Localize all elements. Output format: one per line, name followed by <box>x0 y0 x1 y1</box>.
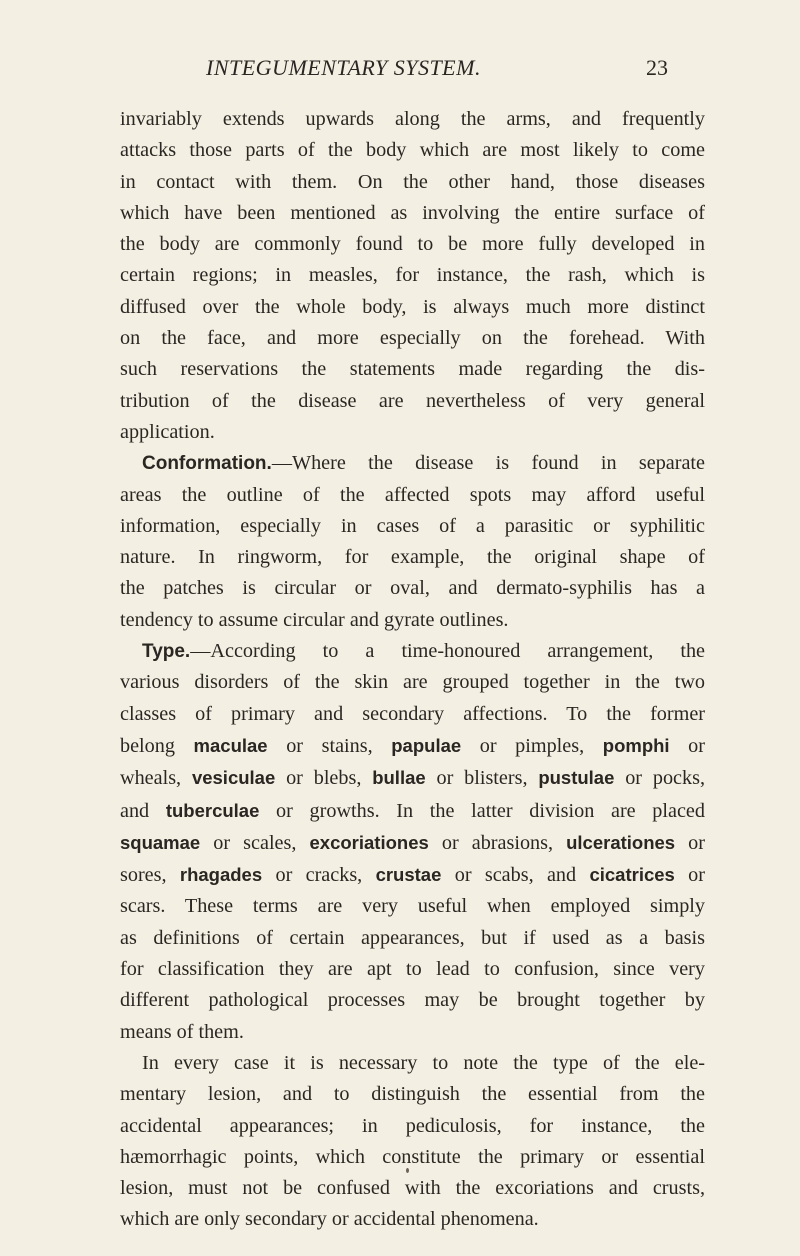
text-line <box>120 985 705 1016</box>
section-heading: Type. <box>142 641 191 663</box>
term: ulcerationes <box>566 831 676 853</box>
text-line <box>120 1048 705 1079</box>
text-run: mentary lesion, and to distinguish the essential from the <box>120 1083 705 1106</box>
text-run: as definitions of certain appearances, but if used as a basis <box>120 926 705 949</box>
text-run: or cracks, <box>262 864 376 887</box>
text-run: the body are commonly found to be more fully developed in <box>120 233 705 256</box>
text-run: wheals, <box>120 767 192 790</box>
text-run: for classification they are apt to lead to confusion, since very <box>120 958 705 981</box>
text-run: or <box>674 864 705 887</box>
text-run: tendency to assume circular and gyrate outlines. <box>120 608 509 631</box>
text-run: —According to a time-honoured arrangement, the <box>190 640 705 663</box>
text-line <box>120 167 705 198</box>
text-line <box>120 511 705 542</box>
text-run: means of them. <box>120 1020 244 1043</box>
text-run: accidental appearances; in pediculosis, for instance, the <box>120 1114 705 1137</box>
text-run: or abrasions, <box>428 831 567 854</box>
text-line <box>120 699 705 730</box>
text-run: or scales, <box>200 831 310 854</box>
text-run: or blisters, <box>425 767 539 790</box>
text-line <box>120 1173 705 1204</box>
text-run: hæmorrhagic points, which constitute the primary or essential <box>120 1145 705 1168</box>
body-text <box>120 104 705 1236</box>
text-run: the patches is circular or oval, and dermato-syphilis has a <box>120 577 705 600</box>
text-run: —Where the disease is found in separate <box>271 452 705 475</box>
text-line <box>120 667 705 698</box>
text-run: in contact with them. On the other hand, those diseases <box>120 170 705 193</box>
text-line <box>120 135 705 166</box>
text-run: or <box>669 734 705 757</box>
term: rhagades <box>179 864 263 886</box>
term: vesiculae <box>191 767 276 789</box>
text-run: or pimples, <box>461 734 603 757</box>
text-run: or blebs, <box>275 767 373 790</box>
term: excoriationes <box>309 831 429 853</box>
text-run: various disorders of the skin are grouped together in the two <box>120 671 705 694</box>
text-run: or stains, <box>267 734 392 757</box>
text-line <box>120 1142 705 1173</box>
running-head-title: INTEGUMENTARY SYSTEM. <box>206 55 481 80</box>
text-line <box>120 891 705 922</box>
text-line <box>120 923 705 954</box>
text-run: scars. These terms are very useful when employed simply <box>120 895 705 918</box>
text-run: or scabs, and <box>441 864 590 887</box>
text-run: application. <box>120 420 215 443</box>
text-run: certain regions; in measles, for instance, the rash, which is <box>120 264 705 287</box>
term: squamae <box>120 831 201 853</box>
text-run: or growths. In the latter division are placed <box>259 799 705 822</box>
term: cicatrices <box>589 864 675 886</box>
text-run: information, especially in cases of a parasitic or syphilitic <box>120 514 705 537</box>
text-line <box>120 386 705 417</box>
text-line <box>120 480 705 511</box>
section-heading: Conformation. <box>142 453 272 475</box>
text-line <box>120 827 705 859</box>
text-line <box>120 762 705 794</box>
ink-speck <box>406 1168 409 1173</box>
text-line <box>120 573 705 604</box>
text-line <box>120 859 705 891</box>
text-line <box>120 104 705 135</box>
text-run: on the face, and more especially on the forehead. With <box>120 327 705 350</box>
term: papulae <box>391 734 462 756</box>
text-run: belong <box>120 734 194 757</box>
text-line <box>120 448 705 479</box>
text-run: classes of primary and secondary affections. To the former <box>120 702 705 725</box>
text-run: diffused over the whole body, is always much more distinct <box>120 295 705 318</box>
text-run: different pathological processes may be brought together by <box>120 989 705 1012</box>
text-run: lesion, must not be confused with the excoriations and crusts, <box>120 1177 705 1200</box>
term: bullae <box>372 767 426 789</box>
text-run: areas the outline of the affected spots may afford useful <box>120 483 705 506</box>
text-line <box>120 323 705 354</box>
text-run: tribution of the disease are nevertheless of very general <box>120 389 705 412</box>
term: tuberculae <box>165 799 260 821</box>
text-line <box>120 260 705 291</box>
text-line <box>120 730 705 762</box>
text-run: and <box>120 799 166 822</box>
text-line <box>120 954 705 985</box>
page-number: 23 <box>646 55 668 80</box>
text-line <box>120 542 705 573</box>
text-run: In every case it is necessary to note the type of the ele- <box>142 1051 705 1074</box>
term: crustae <box>375 864 442 886</box>
term: pustulae <box>538 767 615 789</box>
text-run: such reservations the statements made regarding the dis- <box>120 358 705 381</box>
text-line <box>120 417 705 448</box>
term: maculae <box>193 734 268 756</box>
text-run: which are only secondary or accidental phenomena. <box>120 1208 539 1231</box>
text-line <box>120 1111 705 1142</box>
text-run: sores, <box>120 864 180 887</box>
text-line <box>120 229 705 260</box>
text-run: or <box>675 831 705 854</box>
text-line <box>120 1079 705 1110</box>
text-line <box>120 198 705 229</box>
term: pomphi <box>602 734 670 756</box>
text-run: or pocks, <box>614 767 705 790</box>
text-line <box>120 605 705 636</box>
text-line <box>120 636 705 667</box>
text-line <box>120 795 705 827</box>
text-line <box>120 1017 705 1048</box>
text-line <box>120 354 705 385</box>
text-run: invariably extends upwards along the arms, and frequently <box>120 108 705 130</box>
text-line <box>120 1204 705 1235</box>
text-run: which have been mentioned as involving the entire surface of <box>120 201 705 224</box>
text-run: nature. In ringworm, for example, the original shape of <box>120 546 705 569</box>
text-line <box>120 292 705 323</box>
text-run: attacks those parts of the body which are most likely to come <box>120 139 705 162</box>
